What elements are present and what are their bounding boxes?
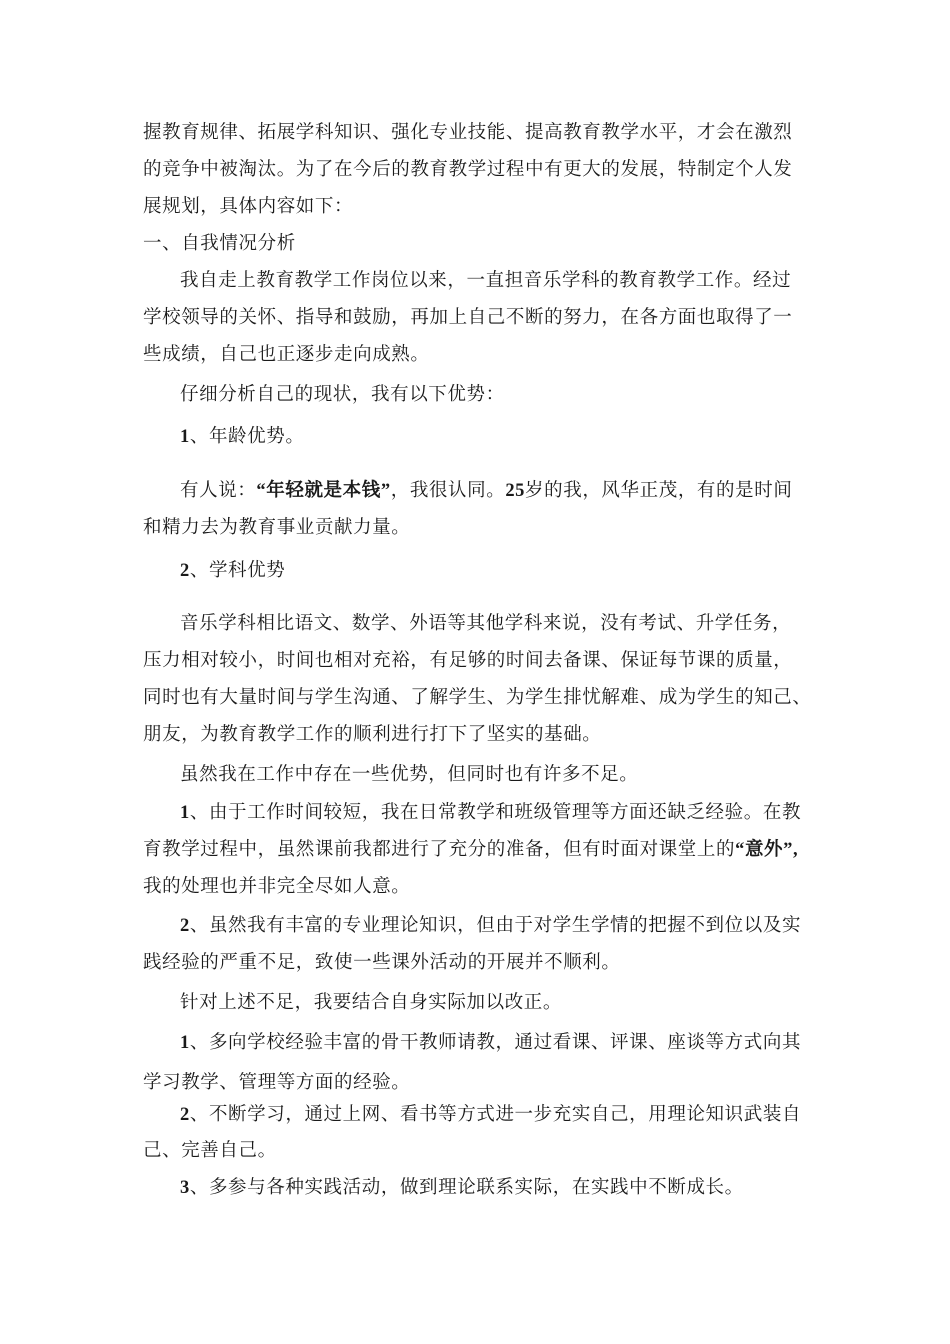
advantage-1-body-line-1 bbox=[180, 478, 792, 504]
shortcoming-1-line-1 bbox=[180, 800, 801, 826]
improvement-1-line-1 bbox=[180, 1030, 801, 1056]
text-segment: 有人说： bbox=[180, 480, 257, 501]
improvement-2-line-1 bbox=[180, 1102, 801, 1128]
advantage-1-heading bbox=[180, 424, 304, 450]
advantage-2-heading bbox=[180, 558, 285, 584]
advantage-2-body-line-3: 同时也有大量时间与学生沟通、了解学生、为学生排忧解难、成为学生的知己、 bbox=[143, 687, 812, 708]
list-text: 、虽然我有丰富的专业理论知识，但由于对学生学情的把握不到位以及实 bbox=[189, 915, 802, 936]
intro-line-1: 握教育规律、拓展学科知识、强化专业技能、提高教育教学水平，才会在激烈 bbox=[143, 122, 793, 143]
list-number: 2 bbox=[180, 561, 190, 581]
para3-line: 虽然我在工作中存在一些优势，但同时也有许多不足。 bbox=[180, 764, 639, 785]
advantage-2-body-line-1: 音乐学科相比语文、数学、外语等其他学科来说，没有考试、升学任务， bbox=[180, 613, 792, 634]
list-number: 1 bbox=[180, 1033, 190, 1053]
advantage-2-body-line-4: 朋友，为教育教学工作的顺利进行打下了坚实的基础。 bbox=[143, 724, 602, 745]
shortcoming-1-line-2 bbox=[143, 837, 798, 863]
advantage-2-body-line-2: 压力相对较小，时间也相对充裕，有足够的时间去备课、保证每节课的质量， bbox=[143, 650, 793, 671]
section-heading-self-analysis: 一、自我情况分析 bbox=[143, 233, 296, 254]
list-number: 3 bbox=[180, 1178, 190, 1198]
improvement-3-line-1 bbox=[180, 1175, 744, 1201]
list-number: 1 bbox=[180, 427, 190, 447]
improvement-1-line-2: 学习教学、管理等方面的经验。 bbox=[143, 1072, 411, 1093]
para2-line: 仔细分析自己的现状，我有以下优势： bbox=[180, 384, 505, 405]
list-text: 、学科优势 bbox=[189, 560, 286, 581]
text-segment: 岁的我，风华正茂，有的是时间 bbox=[525, 480, 793, 501]
para1-line-3: 些成绩，自己也正逐步走向成熟。 bbox=[143, 344, 430, 365]
quoted-text: “意外” bbox=[735, 840, 794, 860]
para1-line-1: 我自走上教育教学工作岗位以来，一直担音乐学科的教育教学工作。经过 bbox=[180, 270, 792, 291]
intro-line-2: 的竞争中被淘汰。为了在今后的教育教学过程中有更大的发展，特制定个人发 bbox=[143, 159, 793, 180]
list-text: 、年龄优势。 bbox=[189, 426, 305, 447]
list-text: 、不断学习，通过上网、看书等方式进一步充实自己，用理论知识武装自 bbox=[189, 1104, 802, 1125]
para1-line-2: 学校领导的关怀、指导和鼓励，再加上自己不断的努力，在各方面也取得了一 bbox=[143, 307, 793, 328]
list-text: 、多参与各种实践活动，做到理论联系实际，在实践中不断成长。 bbox=[189, 1177, 744, 1198]
list-number: 1 bbox=[180, 803, 190, 823]
age-number: 25 bbox=[505, 481, 526, 501]
shortcoming-1-line-3: 我的处理也并非完全尽如人意。 bbox=[143, 876, 411, 897]
list-number: 2 bbox=[180, 1105, 190, 1125]
text-segment: ，我很认同。 bbox=[390, 480, 506, 501]
quoted-text: “年轻就是本钱” bbox=[256, 481, 391, 501]
advantage-1-body-line-2: 和精力去为教育事业贡献力量。 bbox=[143, 517, 411, 538]
improvement-2-line-2: 己、完善自己。 bbox=[143, 1140, 277, 1161]
shortcoming-2-line-1 bbox=[180, 913, 801, 939]
list-number: 2 bbox=[180, 916, 190, 936]
shortcoming-2-line-2: 践经验的严重不足，致使一些课外活动的开展并不顺利。 bbox=[143, 952, 621, 973]
text-segment: , bbox=[793, 840, 799, 860]
intro-line-3: 展规划，具体内容如下： bbox=[143, 196, 354, 217]
text-segment: 育教学过程中，虽然课前我都进行了充分的准备，但有时面对课堂上的 bbox=[143, 839, 736, 860]
para4-line: 针对上述不足，我要结合自身实际加以改正。 bbox=[180, 992, 563, 1013]
list-text: 、多向学校经验丰富的骨干教师请教，通过看课、评课、座谈等方式向其 bbox=[189, 1032, 802, 1053]
list-text: 、由于工作时间较短，我在日常教学和班级管理等方面还缺乏经验。在教 bbox=[189, 802, 802, 823]
